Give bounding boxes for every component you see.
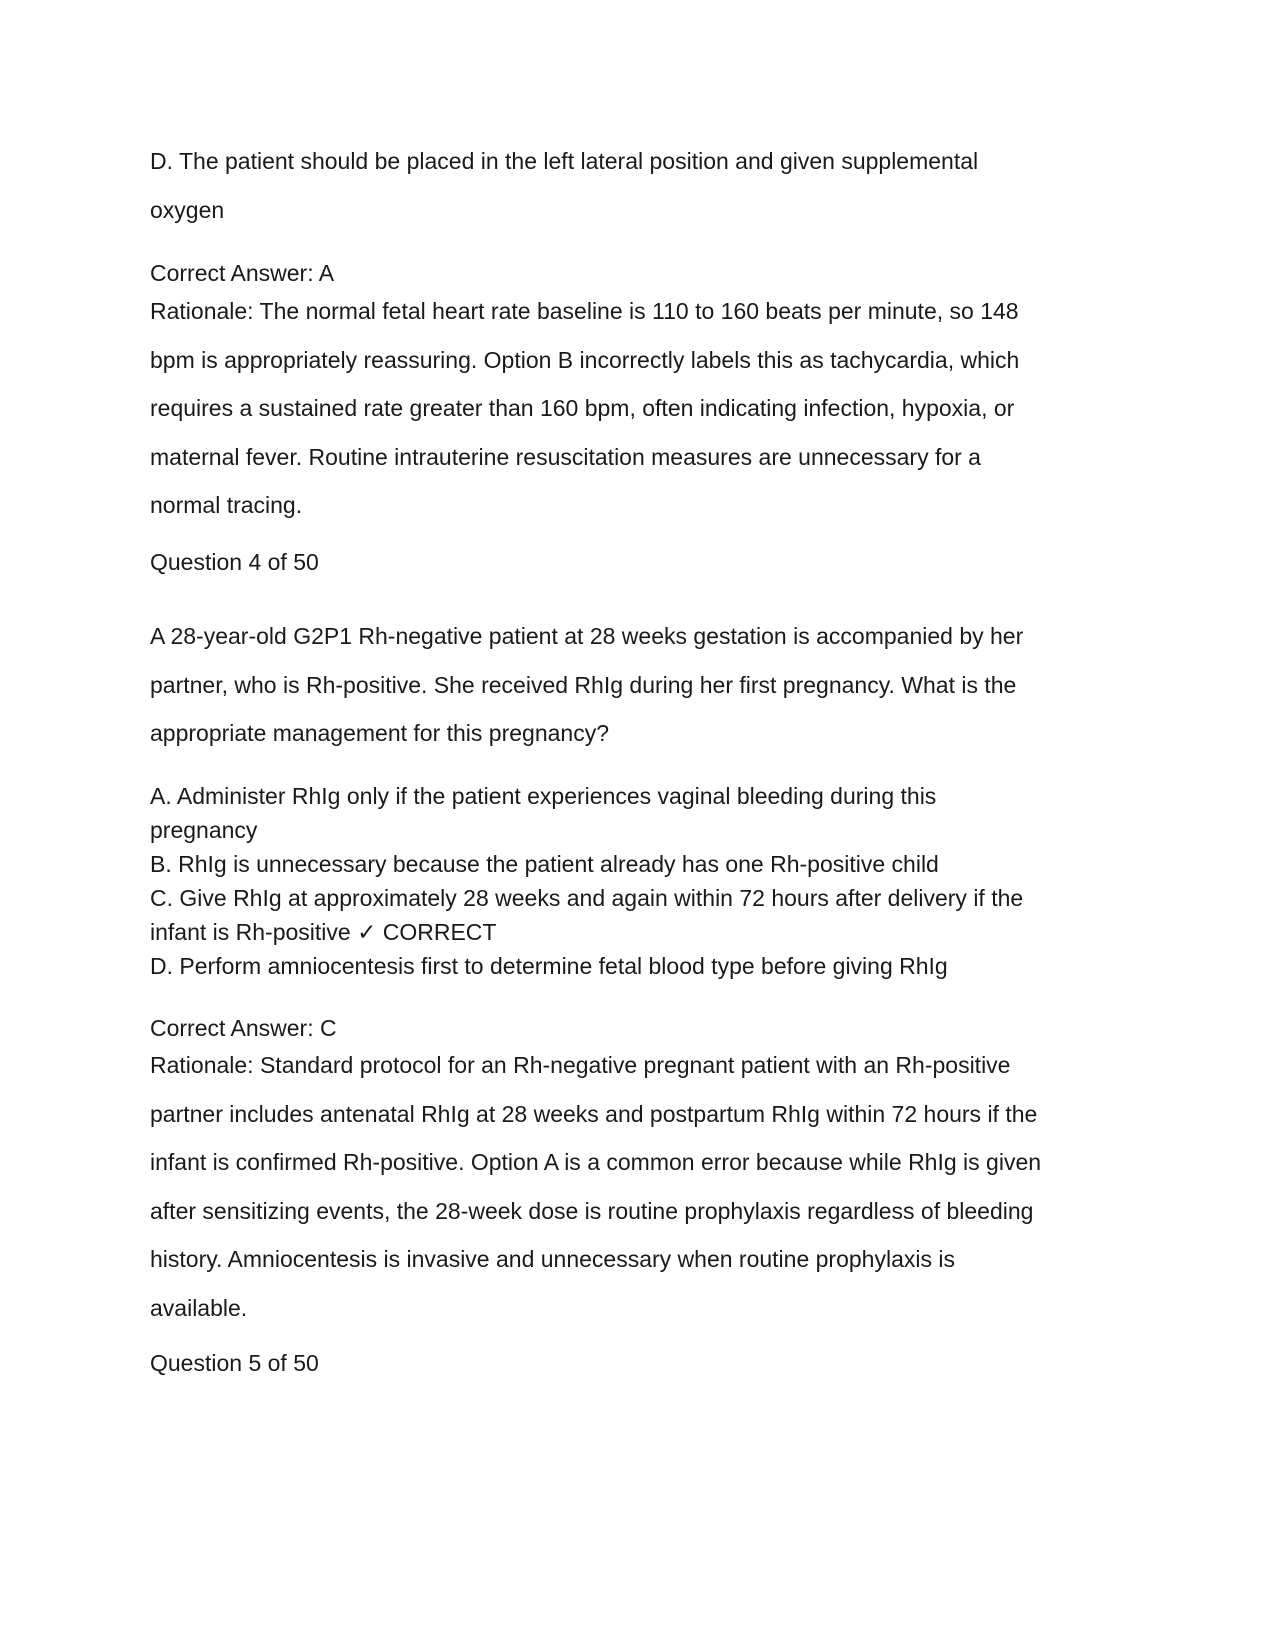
q3-correct-answer: Correct Answer: A [150, 260, 335, 286]
q4-stem-line-1: A 28-year-old G2P1 Rh-negative patient at 28 weeks gestation is accompanied by her [150, 623, 1024, 649]
q4-rationale-line-6: available. [150, 1294, 248, 1321]
q4-option-a-line-1: A. Administer RhIg only if the patient experiences vaginal bleeding during this [150, 783, 937, 809]
q4-stem-line-3: appropriate management for this pregnancy? [150, 720, 610, 746]
q4-options [150, 779, 1130, 983]
q3-rationale-line-3: requires a sustained rate greater than 160 bpm, often indicating infection, hypoxia, or [150, 395, 1015, 421]
q4-option-b: B. RhIg is unnecessary because the patient already has one Rh-positive child [150, 851, 939, 877]
q4-rationale-line-5: history. Amniocentesis is invasive and unnecessary when routine prophylaxis is [150, 1246, 955, 1272]
q3-rationale-line-4: maternal fever. Routine intrauterine resuscitation measures are unnecessary for a [150, 443, 981, 470]
q4-stem-line-2: partner, who is Rh-positive. She received RhIg during her first pregnancy. What is the [150, 671, 1017, 698]
q4-rationale-line-3: infant is confirmed Rh-positive. Option A is a common error because while RhIg is given [150, 1149, 1042, 1175]
q3-option-d-line-1: D. The patient should be placed in the left lateral position and given supplemental [150, 148, 979, 174]
q4-option-c-line-1: C. Give RhIg at approximately 28 weeks and again within 72 hours after delivery if the [150, 885, 1024, 911]
q3-rationale-line-1: Rationale: The normal fetal heart rate baseline is 110 to 160 beats per minute, so 148 [150, 298, 1019, 324]
q4-rationale-line-2: partner includes antenatal RhIg at 28 weeks and postpartum RhIg within 72 hours if the [150, 1100, 1038, 1127]
q3-rationale-line-5: normal tracing. [150, 492, 303, 518]
q4-option-d: D. Perform amniocentesis first to determine fetal blood type before giving RhIg [150, 953, 948, 979]
q4-rationale-line-4: after sensitizing events, the 28-week dose is routine prophylaxis regardless of bleeding [150, 1197, 1034, 1224]
q4-rationale-line-1: Rationale: Standard protocol for an Rh-negative pregnant patient with an Rh-positive [150, 1052, 1011, 1078]
q3-option-d [150, 137, 1130, 234]
q3-rationale-line-2: bpm is appropriately reassuring. Option B incorrectly labels this as tachycardia, which [150, 346, 1020, 373]
q5-heading: Question 5 of 50 [150, 1350, 319, 1376]
q4-option-a-line-2: pregnancy [150, 817, 258, 843]
q3-option-d-line-2: oxygen [150, 196, 225, 223]
q4-correct-answer: Correct Answer: C [150, 1015, 337, 1041]
q4-option-c-line-2: infant is Rh-positive ✓ CORRECT [150, 919, 497, 945]
q4-question-stem [150, 612, 1130, 758]
q4-heading: Question 4 of 50 [150, 549, 319, 575]
q4-rationale [150, 1041, 1130, 1332]
q3-rationale [150, 287, 1130, 530]
